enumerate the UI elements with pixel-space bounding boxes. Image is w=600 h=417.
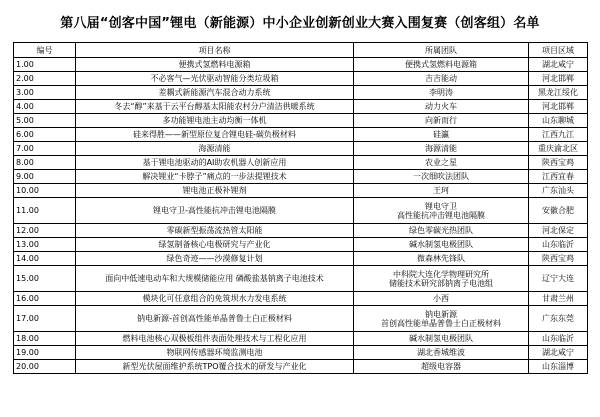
team-name-line: 碱水制氢电极团队 bbox=[409, 240, 473, 249]
cell-project-name bbox=[76, 238, 354, 252]
project-name-line: 面向中低速电动车和大规模储能应用 磷酸盐基钠离子电池技术 bbox=[105, 274, 324, 283]
table-row bbox=[14, 306, 588, 332]
cell-number: 16.00 bbox=[14, 292, 76, 306]
cell-number: 12.00 bbox=[14, 224, 76, 238]
cell-team bbox=[354, 252, 529, 266]
cell-region: 山东聊城 bbox=[529, 114, 588, 128]
team-name-line: 锂电守卫 bbox=[425, 201, 457, 211]
cell-team bbox=[354, 292, 529, 306]
cell-team bbox=[354, 100, 529, 114]
project-name-line: 物联网传感器环境监测电池 bbox=[166, 348, 263, 357]
cell-number: 14.00 bbox=[14, 252, 76, 266]
cell-number: 11.00 bbox=[14, 198, 76, 224]
cell-project-name bbox=[76, 100, 354, 114]
cell-region: 湖北咸宁 bbox=[529, 58, 588, 72]
team-name-line: 中科院大连化学物理研究所 bbox=[393, 269, 489, 279]
team-name-line: 王珂 bbox=[433, 186, 449, 195]
cell-region: 陕西宝鸡 bbox=[529, 252, 588, 266]
team-name-line: 向新而行 bbox=[425, 116, 457, 125]
table-row bbox=[14, 238, 588, 252]
cell-number: 2.00 bbox=[14, 72, 76, 86]
table-row bbox=[14, 72, 588, 86]
project-name-line: 基于锂电池驱动的AI助农机器人创新应用 bbox=[142, 158, 287, 167]
cell-region: 山东临沂 bbox=[529, 332, 588, 346]
project-name-line: 钠电新源-首创高性能单晶普鲁士白正极材料 bbox=[137, 314, 292, 323]
table-row bbox=[14, 58, 588, 72]
cell-team bbox=[354, 238, 529, 252]
table-row bbox=[14, 114, 588, 128]
project-name-line: 零碳新型振荡流热管太阳能 bbox=[166, 226, 263, 235]
table-row bbox=[14, 292, 588, 306]
cell-region: 江西九江 bbox=[529, 128, 588, 142]
cell-project-name bbox=[76, 156, 354, 170]
project-name-line: 锂电守卫-高性能抗冲击锂电池隔膜 bbox=[153, 206, 276, 215]
project-name-line: 燃料电池核心双极板组件表面处理技术与工程化应用 bbox=[122, 334, 307, 343]
project-name-line: 硅来得胜——新型原位复合锂电硅-碳负极材料 bbox=[133, 130, 296, 139]
project-name-line: 新型光伏屋面维护系统TPO覆合技术的研发与产业化 bbox=[122, 362, 307, 371]
project-name-line: 海源清能 bbox=[198, 144, 231, 153]
cell-region: 广东汕头 bbox=[529, 184, 588, 198]
cell-number: 18.00 bbox=[14, 332, 76, 346]
cell-team bbox=[354, 198, 529, 224]
cell-region: 湖北咸宁 bbox=[529, 346, 588, 360]
column-header-project: 项目名称 bbox=[76, 43, 354, 58]
column-header-team: 所属团队 bbox=[354, 43, 529, 58]
cell-team bbox=[354, 128, 529, 142]
cell-project-name bbox=[76, 58, 354, 72]
cell-region: 山东临沂 bbox=[529, 238, 588, 252]
team-name-line: 便携式氢燃料电源箱 bbox=[405, 60, 477, 69]
table-row bbox=[14, 346, 588, 360]
team-name-line: 一次细吹法团队 bbox=[413, 172, 469, 181]
cell-project-name bbox=[76, 114, 354, 128]
table-row bbox=[14, 224, 588, 238]
table-row bbox=[14, 86, 588, 100]
cell-project-name bbox=[76, 346, 354, 360]
table-row bbox=[14, 184, 588, 198]
cell-project-name bbox=[76, 332, 354, 346]
cell-number: 9.00 bbox=[14, 170, 76, 184]
team-name-line: 微森林先锋队 bbox=[417, 254, 465, 263]
cell-project-name bbox=[76, 72, 354, 86]
table-row bbox=[14, 252, 588, 266]
table-row bbox=[14, 170, 588, 184]
cell-region: 安徽合肥 bbox=[529, 198, 588, 224]
cell-region: 重庆渝北区 bbox=[529, 142, 588, 156]
project-name-line: 差耦式新能源汽车混合动力系统 bbox=[158, 88, 271, 97]
cell-project-name bbox=[76, 292, 354, 306]
cell-team bbox=[354, 346, 529, 360]
cell-number: 13.00 bbox=[14, 238, 76, 252]
cell-region: 黑龙江绥化 bbox=[529, 86, 588, 100]
cell-region: 河北邯郸 bbox=[529, 72, 588, 86]
cell-team bbox=[354, 184, 529, 198]
cell-region: 陕西宝鸡 bbox=[529, 156, 588, 170]
project-name-line: 解决锂业“卡脖子”痛点的一步法提锂技术 bbox=[142, 172, 287, 181]
cell-number: 1.00 bbox=[14, 58, 76, 72]
table-row bbox=[14, 266, 588, 292]
cell-project-name bbox=[76, 306, 354, 332]
cell-team bbox=[354, 86, 529, 100]
cell-region: 山东淄博 bbox=[529, 360, 588, 374]
cell-number: 20.00 bbox=[14, 360, 76, 374]
team-name-line: 湖北香城维波 bbox=[417, 348, 465, 357]
team-name-line: 高性能抗冲击锂电池隔膜 bbox=[397, 210, 485, 220]
cell-project-name bbox=[76, 142, 354, 156]
project-name-line: 便携式氢燃料电源箱 bbox=[178, 60, 251, 69]
project-name-line: 锂电池正极补锂剂 bbox=[182, 186, 247, 195]
cell-number: 7.00 bbox=[14, 142, 76, 156]
cell-team bbox=[354, 224, 529, 238]
cell-project-name bbox=[76, 198, 354, 224]
cell-number: 19.00 bbox=[14, 346, 76, 360]
table-row bbox=[14, 198, 588, 224]
cell-number: 3.00 bbox=[14, 86, 76, 100]
team-name-line: 农业之星 bbox=[425, 158, 457, 167]
team-name-line: 碱水制氢电极团队 bbox=[409, 334, 473, 343]
cell-number: 10.00 bbox=[14, 184, 76, 198]
team-name-line: 储能技术研究部钠离子电池组 bbox=[389, 278, 493, 288]
project-name-line: 绿氢制备核心电极研究与产业化 bbox=[158, 240, 271, 249]
table-row bbox=[14, 100, 588, 114]
cell-project-name bbox=[76, 266, 354, 292]
cell-team bbox=[354, 266, 529, 292]
cell-team bbox=[354, 72, 529, 86]
table-row bbox=[14, 128, 588, 142]
cell-project-name bbox=[76, 184, 354, 198]
table-row bbox=[14, 332, 588, 346]
cell-project-name bbox=[76, 128, 354, 142]
cell-project-name bbox=[76, 360, 354, 374]
team-name-line: 李明涛 bbox=[429, 88, 453, 97]
team-name-line: 钠电新源 bbox=[425, 309, 457, 319]
cell-team bbox=[354, 360, 529, 374]
team-name-line: 硅瀛 bbox=[433, 130, 449, 139]
cell-region: 广东东莞 bbox=[529, 306, 588, 332]
cell-team bbox=[354, 142, 529, 156]
table-row bbox=[14, 360, 588, 374]
cell-team bbox=[354, 58, 529, 72]
table-body bbox=[14, 58, 588, 374]
team-name-line: 小西 bbox=[433, 294, 449, 303]
project-name-line: 冬去“醇”来基于云平台醇基太阳能农村分户清洁供暖系统 bbox=[114, 102, 315, 111]
cell-number: 15.00 bbox=[14, 266, 76, 292]
cell-region: 江西宜春 bbox=[529, 170, 588, 184]
team-name-line: 超级电容器 bbox=[421, 362, 461, 371]
column-header-number: 编号 bbox=[14, 43, 76, 58]
cell-team bbox=[354, 114, 529, 128]
cell-number: 5.00 bbox=[14, 114, 76, 128]
cell-team bbox=[354, 156, 529, 170]
cell-number: 8.00 bbox=[14, 156, 76, 170]
cell-team bbox=[354, 306, 529, 332]
cell-project-name bbox=[76, 224, 354, 238]
cell-number: 4.00 bbox=[14, 100, 76, 114]
cell-team bbox=[354, 170, 529, 184]
cell-number: 6.00 bbox=[14, 128, 76, 142]
cell-region: 河北邯郸 bbox=[529, 100, 588, 114]
team-name-line: 绿色零碳光热团队 bbox=[409, 226, 473, 235]
cell-region: 河北保定 bbox=[529, 224, 588, 238]
table-header-row bbox=[14, 43, 588, 58]
cell-project-name bbox=[76, 252, 354, 266]
cell-region: 辽宁大连 bbox=[529, 266, 588, 292]
project-name-line: 模块化可任意组合的免筑坝水力发电系统 bbox=[142, 294, 287, 303]
column-header-region: 项目区域 bbox=[529, 43, 588, 58]
cell-team bbox=[354, 332, 529, 346]
project-name-line: 绿色奇迹——沙漠修复计划 bbox=[166, 254, 263, 263]
project-name-line: 不必客气—光伏驱动智能分类垃圾箱 bbox=[150, 74, 279, 83]
project-name-line: 多功能锂电池主动均衡一体机 bbox=[162, 116, 267, 125]
table-row bbox=[14, 156, 588, 170]
cell-project-name bbox=[76, 170, 354, 184]
team-name-line: 吉吉能动 bbox=[425, 74, 457, 83]
team-name-line: 海源清能 bbox=[425, 144, 457, 153]
table-row bbox=[14, 142, 588, 156]
roster-table bbox=[13, 42, 588, 374]
team-name-line: 动力火车 bbox=[425, 102, 457, 111]
team-name-line: 首创高性能单晶普鲁士白正极材料 bbox=[381, 318, 501, 328]
cell-project-name bbox=[76, 86, 354, 100]
cell-number: 17.00 bbox=[14, 306, 76, 332]
page-title: 第八届“创客中国”锂电（新能源）中小企业创新创业大赛入围复赛（创客组）名单 bbox=[60, 15, 540, 31]
cell-region: 甘肃兰州 bbox=[529, 292, 588, 306]
